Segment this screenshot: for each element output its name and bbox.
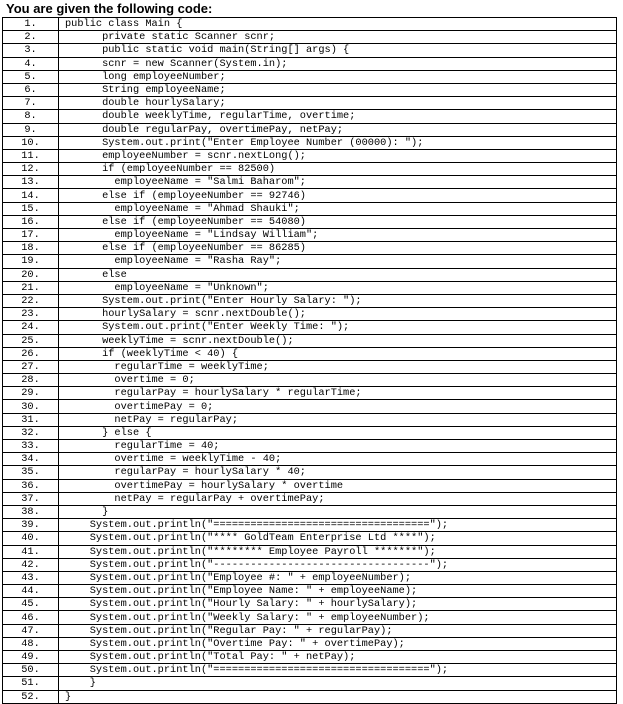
- line-number: 36.: [3, 479, 59, 492]
- line-number: 45.: [3, 598, 59, 611]
- code-line-row: [3, 334, 617, 347]
- code-text: employeeName = "Rasha Ray";: [59, 255, 617, 268]
- code-text: employeeName = "Unknown";: [59, 281, 617, 294]
- line-number: 29.: [3, 387, 59, 400]
- line-number: 11.: [3, 149, 59, 162]
- code-line-row: [3, 571, 617, 584]
- line-number: 1.: [3, 18, 59, 31]
- line-number: 14.: [3, 189, 59, 202]
- code-text: System.out.print("Enter Hourly Salary: ");: [59, 294, 617, 307]
- code-text: System.out.print("Enter Employee Number (00000): ");: [59, 136, 617, 149]
- code-line-row: [3, 532, 617, 545]
- code-text: regularPay = hourlySalary * regularTime;: [59, 387, 617, 400]
- code-text: public static void main(String[] args) {: [59, 44, 617, 57]
- line-number: 41.: [3, 545, 59, 558]
- code-text: if (employeeNumber == 82500): [59, 163, 617, 176]
- code-line-row: [3, 31, 617, 44]
- code-text: System.out.print("Enter Weekly Time: ");: [59, 321, 617, 334]
- line-number: 40.: [3, 532, 59, 545]
- line-number: 6.: [3, 83, 59, 96]
- line-number: 30.: [3, 400, 59, 413]
- line-number: 12.: [3, 163, 59, 176]
- code-text: }: [59, 690, 617, 703]
- code-line-row: [3, 453, 617, 466]
- code-text: else: [59, 268, 617, 281]
- line-number: 13.: [3, 176, 59, 189]
- code-line-row: [3, 492, 617, 505]
- line-number: 28.: [3, 374, 59, 387]
- code-text: System.out.println("Overtime Pay: " + overtimePay);: [59, 637, 617, 650]
- code-text: System.out.println("===================================");: [59, 664, 617, 677]
- code-text: } else {: [59, 426, 617, 439]
- code-text: String employeeName;: [59, 83, 617, 96]
- line-number: 5.: [3, 70, 59, 83]
- code-text: System.out.println("-----------------------------------");: [59, 558, 617, 571]
- line-number: 9.: [3, 123, 59, 136]
- line-number: 52.: [3, 690, 59, 703]
- line-number: 19.: [3, 255, 59, 268]
- code-line-row: [3, 651, 617, 664]
- code-line-row: [3, 123, 617, 136]
- code-text: else if (employeeNumber == 86285): [59, 242, 617, 255]
- code-line-row: [3, 281, 617, 294]
- code-line-row: [3, 149, 617, 162]
- code-text: System.out.println("******** Employee Payroll *******");: [59, 545, 617, 558]
- code-line-row: [3, 97, 617, 110]
- line-number: 47.: [3, 624, 59, 637]
- code-line-row: [3, 308, 617, 321]
- code-line-row: [3, 215, 617, 228]
- code-line-row: [3, 374, 617, 387]
- code-text: System.out.println("Employee #: " + employeeNumber);: [59, 571, 617, 584]
- code-line-row: [3, 505, 617, 518]
- line-number: 43.: [3, 571, 59, 584]
- code-text: public class Main {: [59, 18, 617, 31]
- code-text: employeeName = "Lindsay William";: [59, 229, 617, 242]
- line-number: 26.: [3, 347, 59, 360]
- line-number: 23.: [3, 308, 59, 321]
- code-line-row: [3, 387, 617, 400]
- code-line-row: [3, 83, 617, 96]
- intro-text: You are given the following code:: [6, 1, 213, 16]
- code-text: netPay = regularPay;: [59, 413, 617, 426]
- code-line-row: [3, 176, 617, 189]
- line-number: 50.: [3, 664, 59, 677]
- line-number: 10.: [3, 136, 59, 149]
- code-listing-table: [2, 17, 617, 704]
- code-text: double regularPay, overtimePay, netPay;: [59, 123, 617, 136]
- line-number: 38.: [3, 505, 59, 518]
- code-line-row: [3, 545, 617, 558]
- code-text: System.out.println("Employee Name: " + employeeName);: [59, 585, 617, 598]
- code-line-row: [3, 57, 617, 70]
- code-text: else if (employeeNumber == 92746): [59, 189, 617, 202]
- code-line-row: [3, 479, 617, 492]
- code-text: employeeName = "Salmi Baharom";: [59, 176, 617, 189]
- code-text: regularTime = weeklyTime;: [59, 360, 617, 373]
- code-line-row: [3, 163, 617, 176]
- line-number: 4.: [3, 57, 59, 70]
- code-line-row: [3, 624, 617, 637]
- line-number: 35.: [3, 466, 59, 479]
- line-number: 37.: [3, 492, 59, 505]
- code-line-row: [3, 229, 617, 242]
- code-text: long employeeNumber;: [59, 70, 617, 83]
- code-text: overtime = 0;: [59, 374, 617, 387]
- code-line-row: [3, 426, 617, 439]
- code-text: double hourlySalary;: [59, 97, 617, 110]
- code-text: System.out.println("===================================");: [59, 519, 617, 532]
- code-text: overtimePay = hourlySalary * overtime: [59, 479, 617, 492]
- line-number: 3.: [3, 44, 59, 57]
- code-line-row: [3, 189, 617, 202]
- line-number: 18.: [3, 242, 59, 255]
- code-text: employeeNumber = scnr.nextLong();: [59, 149, 617, 162]
- code-line-row: [3, 400, 617, 413]
- code-text: hourlySalary = scnr.nextDouble();: [59, 308, 617, 321]
- code-line-row: [3, 321, 617, 334]
- code-text: scnr = new Scanner(System.in);: [59, 57, 617, 70]
- code-line-row: [3, 360, 617, 373]
- line-number: 44.: [3, 585, 59, 598]
- code-line-row: [3, 255, 617, 268]
- code-line-row: [3, 637, 617, 650]
- code-line-row: [3, 664, 617, 677]
- code-line-row: [3, 70, 617, 83]
- code-line-row: [3, 611, 617, 624]
- code-line-row: [3, 18, 617, 31]
- code-line-row: [3, 136, 617, 149]
- code-text: System.out.println("Total Pay: " + netPay);: [59, 651, 617, 664]
- line-number: 27.: [3, 360, 59, 373]
- code-line-row: [3, 519, 617, 532]
- code-text: regularPay = hourlySalary * 40;: [59, 466, 617, 479]
- code-listing-body: [3, 18, 617, 704]
- line-number: 20.: [3, 268, 59, 281]
- line-number: 24.: [3, 321, 59, 334]
- code-line-row: [3, 440, 617, 453]
- code-text: overtimePay = 0;: [59, 400, 617, 413]
- line-number: 8.: [3, 110, 59, 123]
- line-number: 42.: [3, 558, 59, 571]
- code-text: else if (employeeNumber == 54080): [59, 215, 617, 228]
- code-line-row: [3, 268, 617, 281]
- code-line-row: [3, 598, 617, 611]
- code-line-row: [3, 413, 617, 426]
- code-text: netPay = regularPay + overtimePay;: [59, 492, 617, 505]
- line-number: 17.: [3, 229, 59, 242]
- line-number: 48.: [3, 637, 59, 650]
- line-number: 21.: [3, 281, 59, 294]
- code-text: System.out.println("**** GoldTeam Enterprise Ltd ****");: [59, 532, 617, 545]
- code-line-row: [3, 347, 617, 360]
- code-line-row: [3, 110, 617, 123]
- code-line-row: [3, 558, 617, 571]
- code-text: System.out.println("Hourly Salary: " + hourlySalary);: [59, 598, 617, 611]
- line-number: 31.: [3, 413, 59, 426]
- line-number: 46.: [3, 611, 59, 624]
- line-number: 15.: [3, 202, 59, 215]
- line-number: 33.: [3, 440, 59, 453]
- code-text: overtime = weeklyTime - 40;: [59, 453, 617, 466]
- code-line-row: [3, 677, 617, 690]
- code-line-row: [3, 294, 617, 307]
- line-number: 25.: [3, 334, 59, 347]
- line-number: 22.: [3, 294, 59, 307]
- line-number: 16.: [3, 215, 59, 228]
- code-line-row: [3, 466, 617, 479]
- code-line-row: [3, 44, 617, 57]
- code-text: }: [59, 505, 617, 518]
- code-text: if (weeklyTime < 40) {: [59, 347, 617, 360]
- line-number: 32.: [3, 426, 59, 439]
- code-line-row: [3, 585, 617, 598]
- line-number: 49.: [3, 651, 59, 664]
- code-text: double weeklyTime, regularTime, overtime;: [59, 110, 617, 123]
- line-number: 39.: [3, 519, 59, 532]
- line-number: 34.: [3, 453, 59, 466]
- code-text: }: [59, 677, 617, 690]
- line-number: 2.: [3, 31, 59, 44]
- line-number: 51.: [3, 677, 59, 690]
- code-text: weeklyTime = scnr.nextDouble();: [59, 334, 617, 347]
- line-number: 7.: [3, 97, 59, 110]
- code-text: System.out.println("Regular Pay: " + regularPay);: [59, 624, 617, 637]
- code-text: employeeName = "Ahmad Shauki";: [59, 202, 617, 215]
- code-text: private static Scanner scnr;: [59, 31, 617, 44]
- code-line-row: [3, 242, 617, 255]
- code-text: regularTime = 40;: [59, 440, 617, 453]
- code-text: System.out.println("Weekly Salary: " + employeeNumber);: [59, 611, 617, 624]
- code-line-row: [3, 202, 617, 215]
